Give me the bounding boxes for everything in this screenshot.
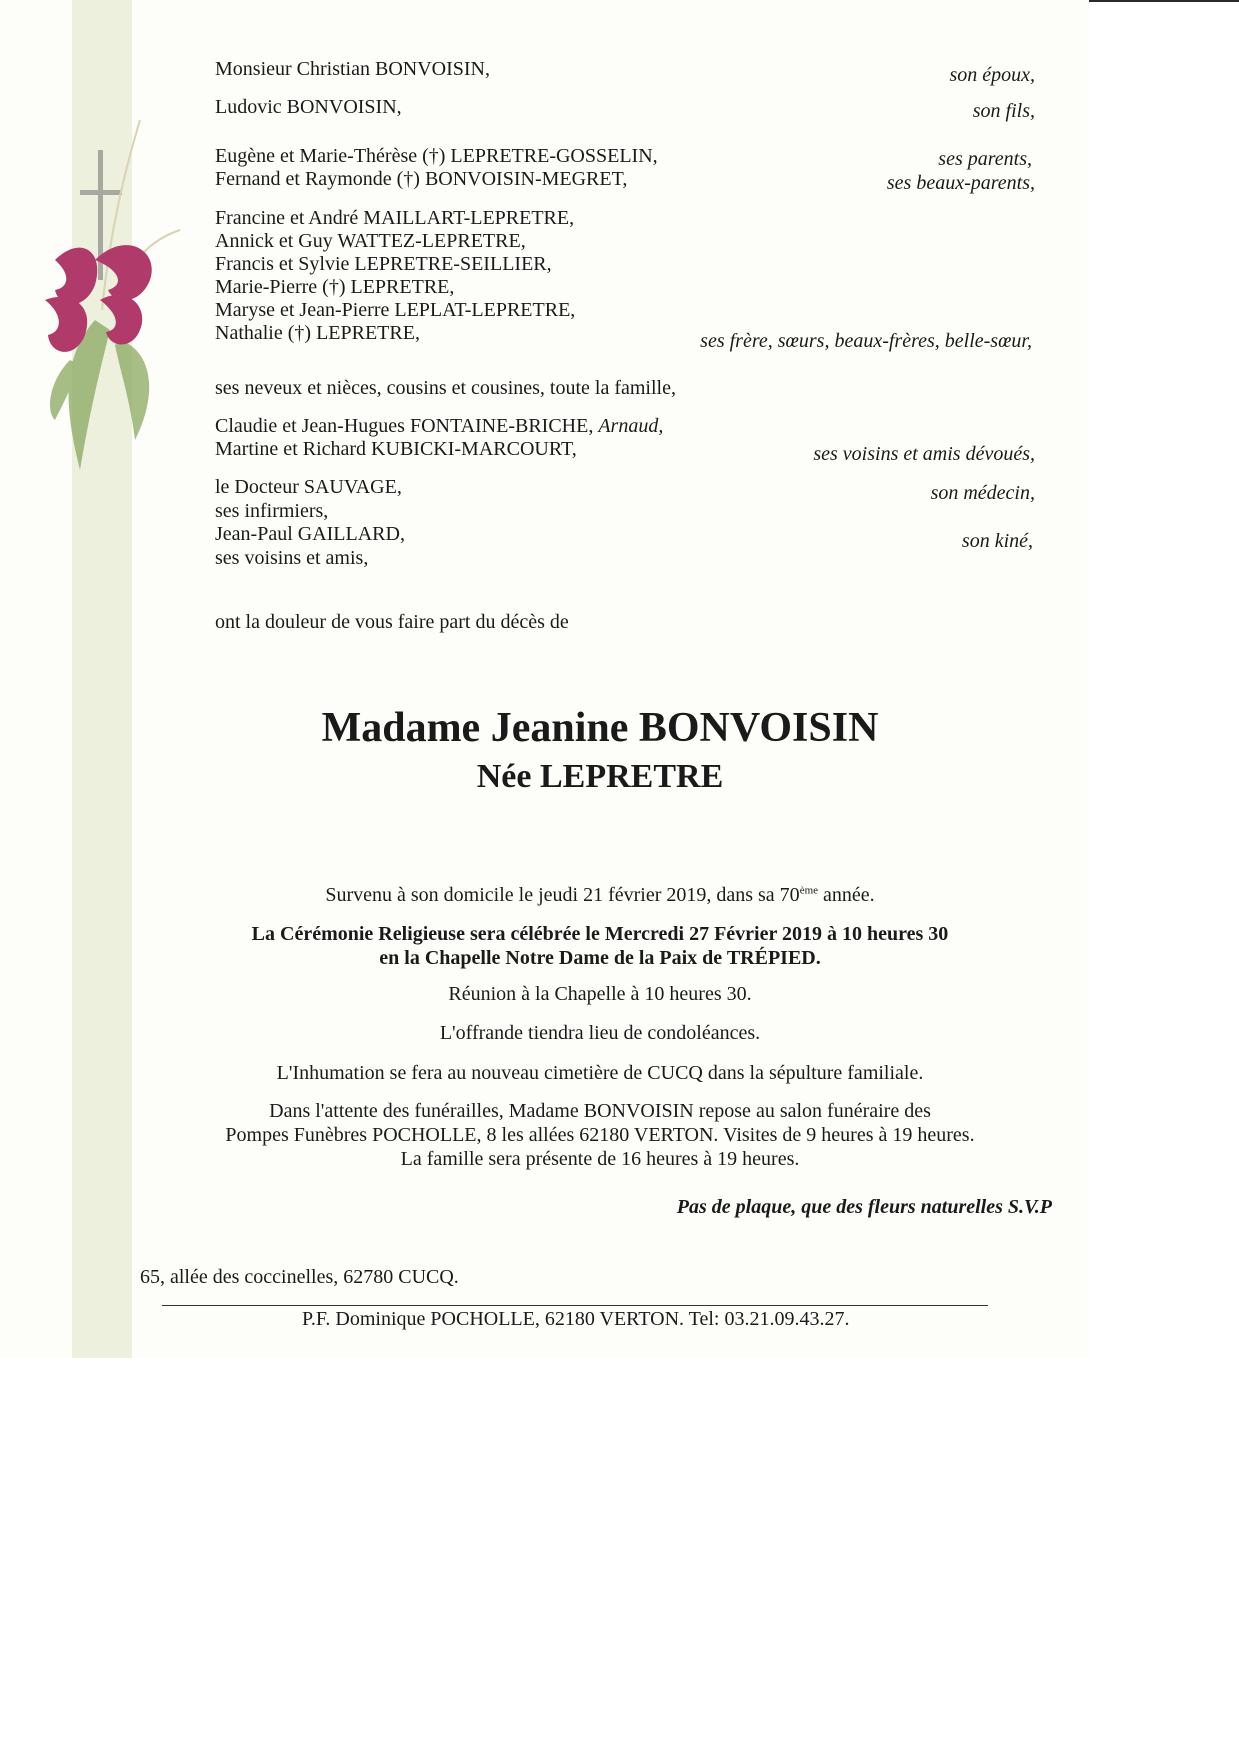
funeral-home-line: P.F. Dominique POCHOLLE, 62180 VERTON. Tel: 03.21.09.43.27. xyxy=(302,1308,850,1330)
deceased-name: Madame Jeanine BONVOISIN xyxy=(321,705,879,751)
husband-name: Monsieur Christian BONVOISIN, xyxy=(215,58,490,80)
death-ordinal-suffix: ème xyxy=(799,884,819,897)
rest-line-2: Pompes Funèbres POCHOLLE, 8 les allées 62180 VERTON. Visites de 9 heures à 19 heures. xyxy=(225,1124,975,1146)
care-neighbours: ses voisins et amis, xyxy=(215,547,369,569)
doctor-relation: son médecin, xyxy=(930,482,1035,504)
in-laws-relation: ses beaux-parents, xyxy=(886,172,1035,194)
death-text-end: année. xyxy=(818,884,875,906)
sibling-6: Nathalie (†) LEPRETRE, xyxy=(215,322,420,344)
physio-relation: son kiné, xyxy=(961,530,1033,552)
edge-mark xyxy=(1089,0,1239,2)
burial-line: L'Inhumation se fera au nouveau cimetière de CUCQ dans la sépulture familiale. xyxy=(276,1062,924,1084)
neighbours-line-2: Martine et Richard KUBICKI-MARCOURT, xyxy=(215,438,577,460)
meeting-line: Réunion à la Chapelle à 10 heures 30. xyxy=(448,983,752,1005)
neighbours-relation: ses voisins et amis dévoués, xyxy=(813,443,1035,465)
siblings-relation: ses frère, sœurs, beaux-frères, belle-sœur, xyxy=(700,330,1032,352)
flowers-note: Pas de plaque, que des fleurs naturelles S.V.P xyxy=(676,1196,1052,1218)
sibling-2: Annick et Guy WATTEZ-LEPRETRE, xyxy=(215,230,526,252)
care-doctor: le Docteur SAUVAGE, xyxy=(215,476,402,498)
death-text: Survenu à son domicile le jeudi 21 février 2019, dans sa 70 xyxy=(325,884,800,906)
neighbours-line-1 xyxy=(215,415,663,438)
son-relation: son fils, xyxy=(972,100,1035,122)
sibling-5: Maryse et Jean-Pierre LEPLAT-LEPRETRE, xyxy=(215,299,576,321)
neighbours-1-name: Claudie et Jean-Hugues FONTAINE-BRICHE, xyxy=(215,415,594,437)
deceased-maiden-name: Née LEPRETRE xyxy=(476,758,724,795)
parents-line-2: Fernand et Raymonde (†) BONVOISIN-MEGRET, xyxy=(215,168,628,190)
announce-line: ont la douleur de vous faire part du décès de xyxy=(215,611,569,633)
care-nurses: ses infirmiers, xyxy=(215,500,329,522)
ceremony-line-2: en la Chapelle Notre Dame de la Paix de TRÉPIED. xyxy=(379,947,821,969)
sibling-3: Francis et Sylvie LEPRETRE-SEILLIER, xyxy=(215,253,552,275)
neighbours-1-extra: Arnaud, xyxy=(598,415,664,437)
death-notice xyxy=(150,884,1050,907)
ceremony-line-1: La Cérémonie Religieuse sera célébrée le Mercredi 27 Février 2019 à 10 heures 30 xyxy=(251,923,949,945)
home-address: 65, allée des coccinelles, 62780 CUCQ. xyxy=(140,1266,459,1288)
son-name: Ludovic BONVOISIN, xyxy=(215,96,402,118)
extended-family: ses neveux et nièces, cousins et cousines, toute la famille, xyxy=(215,377,676,399)
footer-divider xyxy=(162,1305,988,1306)
floral-decoration xyxy=(40,110,190,480)
offering-line: L'offrande tiendra lieu de condoléances. xyxy=(439,1022,761,1044)
rest-line-1: Dans l'attente des funérailles, Madame BONVOISIN repose au salon funéraire des xyxy=(269,1100,931,1122)
care-physio: Jean-Paul GAILLARD, xyxy=(215,523,405,545)
parents-relation: ses parents, xyxy=(938,148,1032,170)
parents-line-1: Eugène et Marie-Thérèse (†) LEPRETRE-GOSSELIN, xyxy=(215,145,658,167)
sibling-4: Marie-Pierre (†) LEPRETRE, xyxy=(215,276,455,298)
rest-line-3: La famille sera présente de 16 heures à 19 heures. xyxy=(400,1148,800,1170)
husband-relation: son époux, xyxy=(949,64,1035,86)
sibling-1: Francine et André MAILLART-LEPRETRE, xyxy=(215,207,575,229)
